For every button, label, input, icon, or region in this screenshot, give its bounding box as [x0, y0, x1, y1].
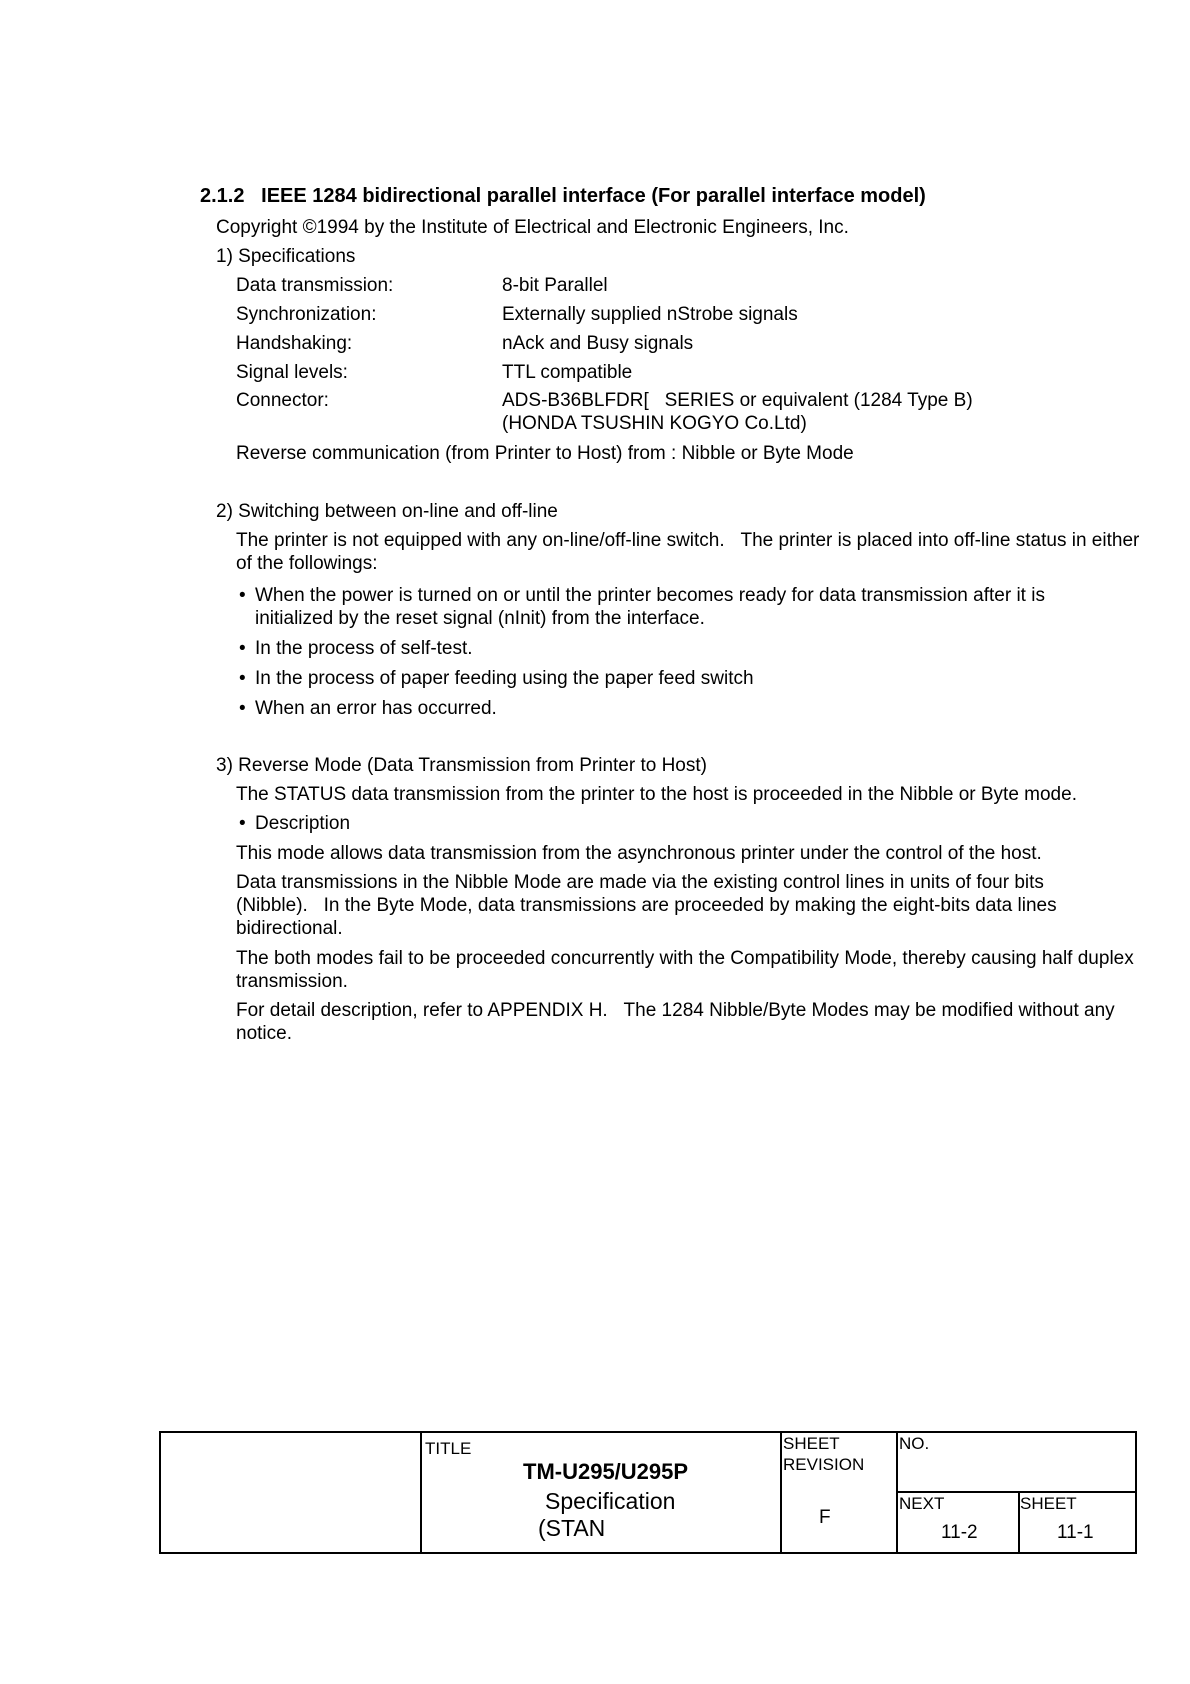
- spec-value: nAck and Busy signals: [502, 333, 694, 354]
- next-label: NEXT: [899, 1494, 945, 1513]
- sec3-bullet: Description: [255, 813, 351, 834]
- next-value: 11-2: [941, 1522, 978, 1543]
- bullet-dot: •: [239, 698, 246, 719]
- no-label: NO.: [899, 1434, 930, 1453]
- bullet-dot: •: [239, 668, 246, 689]
- revision-label: REVISION: [783, 1455, 865, 1474]
- spec-subtitle: (STAN: [538, 1515, 606, 1541]
- bullet-dot: •: [239, 813, 246, 834]
- sec3-paragraph: For detail description, refer to APPENDIX H. The 1284 Nibble/Byte Modes may be modified without any notice.: [236, 1000, 1115, 1044]
- spec-label: Synchronization:: [236, 304, 377, 325]
- sec2-title: 2) Switching between on-line and off-line: [216, 501, 558, 522]
- sec2-bullet: In the process of paper feeding using the paper feed switch: [255, 668, 754, 689]
- model-name: TM-U295/U295P: [523, 1459, 689, 1484]
- sec2-intro: The printer is not equipped with any on-line/off-line switch. The printer is placed into off-line status in either of the followings:: [236, 530, 1140, 574]
- spec-value: 8-bit Parallel: [502, 275, 608, 296]
- sheet-value: 11-1: [1057, 1522, 1094, 1543]
- spec-value: Externally supplied nStrobe signals: [502, 304, 798, 325]
- spec-label: Handshaking:: [236, 333, 353, 354]
- sec2-bullet: When an error has occurred.: [255, 698, 497, 719]
- sec3-paragraph: Data transmissions in the Nibble Mode are made via the existing control lines in units of four bits (Nibble). In the Byte Mode, data transmissions are proceeded by making the eight-bits data lines bidirectional.: [236, 872, 1057, 939]
- sec3-paragraph: This mode allows data transmission from the asynchronous printer under the control of the host.: [236, 843, 1042, 864]
- section-heading: 2.1.2 IEEE 1284 bidirectional parallel interface (For parallel interface model): [200, 185, 926, 207]
- spec-value: ADS-B36BLFDR[ SERIES or equivalent (1284 Type B): [502, 390, 973, 411]
- connector-maker: (HONDA TSUSHIN KOGYO Co.Ltd): [502, 413, 807, 434]
- title-label: TITLE: [425, 1439, 472, 1458]
- sec3-paragraph: The STATUS data transmission from the printer to the host is proceeded in the Nibble or Byte mode.: [236, 784, 1077, 805]
- spec-label: Signal levels:: [236, 362, 348, 383]
- sec3-title: 3) Reverse Mode (Data Transmission from Printer to Host): [216, 755, 707, 776]
- sec2-bullet: When the power is turned on or until the printer becomes ready for data transmission after it is initialized by the reset signal (nInit) from the interface.: [255, 585, 1045, 629]
- bullet-dot: •: [239, 638, 246, 659]
- spec-value: TTL compatible: [502, 362, 633, 383]
- spec-label: Connector:: [236, 390, 329, 411]
- spec-label: Data transmission:: [236, 275, 394, 296]
- reverse-communication: Reverse communication (from Printer to Host) from : Nibble or Byte Mode: [236, 443, 854, 464]
- sheet-label: SHEET: [783, 1434, 840, 1453]
- sec1-title: 1) Specifications: [216, 246, 356, 267]
- bullet-dot: •: [239, 585, 246, 606]
- divider: [896, 1491, 1137, 1493]
- sec3-paragraph: The both modes fail to be proceeded concurrently with the Compatibility Mode, thereby causing half duplex transmission.: [236, 948, 1134, 992]
- sheet-number-label: SHEET: [1020, 1494, 1077, 1513]
- divider: [420, 1431, 422, 1554]
- revision-value: F: [819, 1507, 831, 1528]
- copyright-line: Copyright ©1994 by the Institute of Electrical and Electronic Engineers, Inc.: [216, 217, 849, 238]
- divider: [780, 1431, 782, 1554]
- sec2-bullet: In the process of self-test.: [255, 638, 473, 659]
- spec-title: Specification: [545, 1488, 676, 1514]
